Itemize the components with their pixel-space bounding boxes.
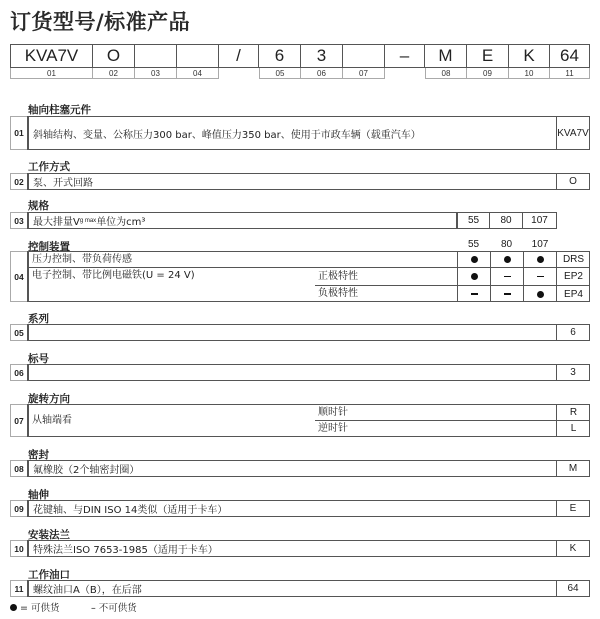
index-08: 08 [425, 68, 467, 79]
section-label: 标号 [28, 353, 49, 365]
section-label: 旋转方向 [28, 393, 70, 405]
available-dot-icon [537, 291, 544, 298]
avail-ep4-80 [491, 286, 523, 302]
legend-available: = 可供货 [20, 603, 60, 614]
index-06: 06 [301, 68, 343, 79]
legend-unavailable: – 不可供货 [91, 603, 137, 614]
section-label: 控制装置 [28, 241, 70, 253]
section-description: 从轴端看 [32, 415, 72, 426]
size-header-107: 107 [531, 238, 549, 250]
available-dot-icon [471, 256, 478, 263]
section-number: 09 [10, 500, 27, 517]
section-description [27, 324, 557, 341]
index-05: 05 [259, 68, 301, 79]
code-separator-slash: / [219, 44, 259, 68]
section-description [27, 212, 457, 229]
code-drs: DRS [562, 254, 585, 265]
size-header-80: 80 [500, 238, 513, 250]
code-ep2: EP2 [564, 271, 583, 282]
code-value: KVA7V [556, 116, 590, 150]
section-number: 06 [10, 364, 27, 381]
section-number: 02 [10, 173, 27, 190]
code-cell-01: KVA7V [10, 44, 93, 68]
available-dot-icon [471, 273, 478, 280]
section-number: 10 [10, 540, 27, 557]
row-divider-sub [315, 420, 590, 421]
code-value: 6 [556, 324, 590, 341]
code-ep4: EP4 [564, 288, 583, 300]
section-label: 工作油口 [28, 569, 70, 581]
code-l: L [570, 423, 577, 434]
avail-drs-107 [524, 252, 556, 267]
control-ep2-characteristic: 正极特性 [318, 271, 358, 282]
code-r: R [569, 407, 578, 418]
index-04: 04 [177, 68, 219, 79]
avail-ep4-55 [458, 286, 490, 302]
desc-suffix: 单位为cm³ [96, 217, 146, 228]
rotation-counterclockwise-label: 逆时针 [318, 423, 348, 434]
section-label: 系列 [28, 313, 49, 325]
index-01: 01 [10, 68, 93, 79]
code-cell-11: 64 [550, 44, 590, 68]
index-09: 09 [467, 68, 509, 79]
unavailable-dash-icon [471, 293, 478, 295]
section-label: 安装法兰 [28, 529, 70, 541]
code-cell-04 [177, 44, 219, 68]
section-label: 规格 [28, 200, 49, 212]
section-description: 螺纹油口A（B），在后部 [27, 580, 557, 597]
size-header-55: 55 [467, 238, 480, 250]
avail-ep2-107 [524, 268, 556, 285]
code-cell-07 [343, 44, 385, 68]
avail-ep4-107 [524, 286, 556, 302]
desc-subscript: g max [79, 217, 97, 224]
index-03: 03 [135, 68, 177, 79]
code-value: E [556, 500, 590, 517]
rotation-clockwise-label: 顺时针 [318, 407, 348, 418]
unavailable-dash-icon [504, 293, 511, 295]
section-number: 11 [10, 580, 27, 597]
section-label: 工作方式 [28, 161, 70, 173]
available-dot-icon [537, 256, 544, 263]
section-label: 密封 [28, 449, 49, 461]
avail-ep2-55 [458, 268, 490, 285]
unavailable-dash-icon [537, 276, 544, 278]
section-description: 花键轴、与DIN ISO 14类似（适用于卡车） [27, 500, 557, 517]
section-description: 斜轴结构、变量、公称压力300 bar、峰值压力350 bar、使用于市政车辆（载重汽车） [27, 116, 557, 150]
size-107: 107 [523, 212, 557, 229]
code-cell-05: 6 [259, 44, 301, 68]
code-value: 3 [556, 364, 590, 381]
page-title: 订货型号/标准产品 [10, 10, 191, 34]
size-55: 55 [457, 212, 490, 229]
section-description: 特殊法兰ISO 7653-1985（适用于卡车） [27, 540, 557, 557]
desc-prefix: 最大排量V [33, 217, 80, 228]
control-ep4-characteristic: 负极特性 [318, 288, 358, 299]
index-10: 10 [509, 68, 550, 79]
code-value: O [556, 173, 590, 190]
unavailable-dash-icon [504, 276, 511, 278]
code-cell-03 [135, 44, 177, 68]
code-value: K [556, 540, 590, 557]
code-cell-02: O [93, 44, 135, 68]
index-02: 02 [93, 68, 135, 79]
section-description: 氟橡胶（2个轴密封圈） [27, 460, 557, 477]
code-separator-dash: – [385, 44, 425, 68]
section-description [27, 364, 557, 381]
code-cell-10: K [509, 44, 550, 68]
code-cell-09: E [467, 44, 509, 68]
size-80: 80 [490, 212, 523, 229]
code-cell-08: M [425, 44, 467, 68]
section-number: 01 [10, 116, 27, 150]
section-label: 轴伸 [28, 489, 49, 501]
index-07: 07 [343, 68, 385, 79]
section-label: 轴向柱塞元件 [28, 104, 91, 116]
code-cell-06: 3 [301, 44, 343, 68]
section-number: 07 [10, 404, 27, 437]
avail-drs-55 [458, 252, 490, 267]
available-dot-icon [504, 256, 511, 263]
section-number: 03 [10, 212, 27, 229]
code-value: 64 [556, 580, 590, 597]
code-value: M [556, 460, 590, 477]
section-number: 08 [10, 460, 27, 477]
section-description: 泵、开式回路 [27, 173, 557, 190]
avail-drs-80 [491, 252, 523, 267]
section-number: 04 [10, 251, 27, 302]
index-11: 11 [550, 68, 590, 79]
control-ep-description: 电子控制、带比例电磁铁(U = 24 V) [32, 270, 195, 281]
available-dot-icon [10, 604, 17, 611]
avail-ep2-80 [491, 268, 523, 285]
control-drs-description: 压力控制、带负荷传感 [32, 254, 132, 265]
section-number: 05 [10, 324, 27, 341]
